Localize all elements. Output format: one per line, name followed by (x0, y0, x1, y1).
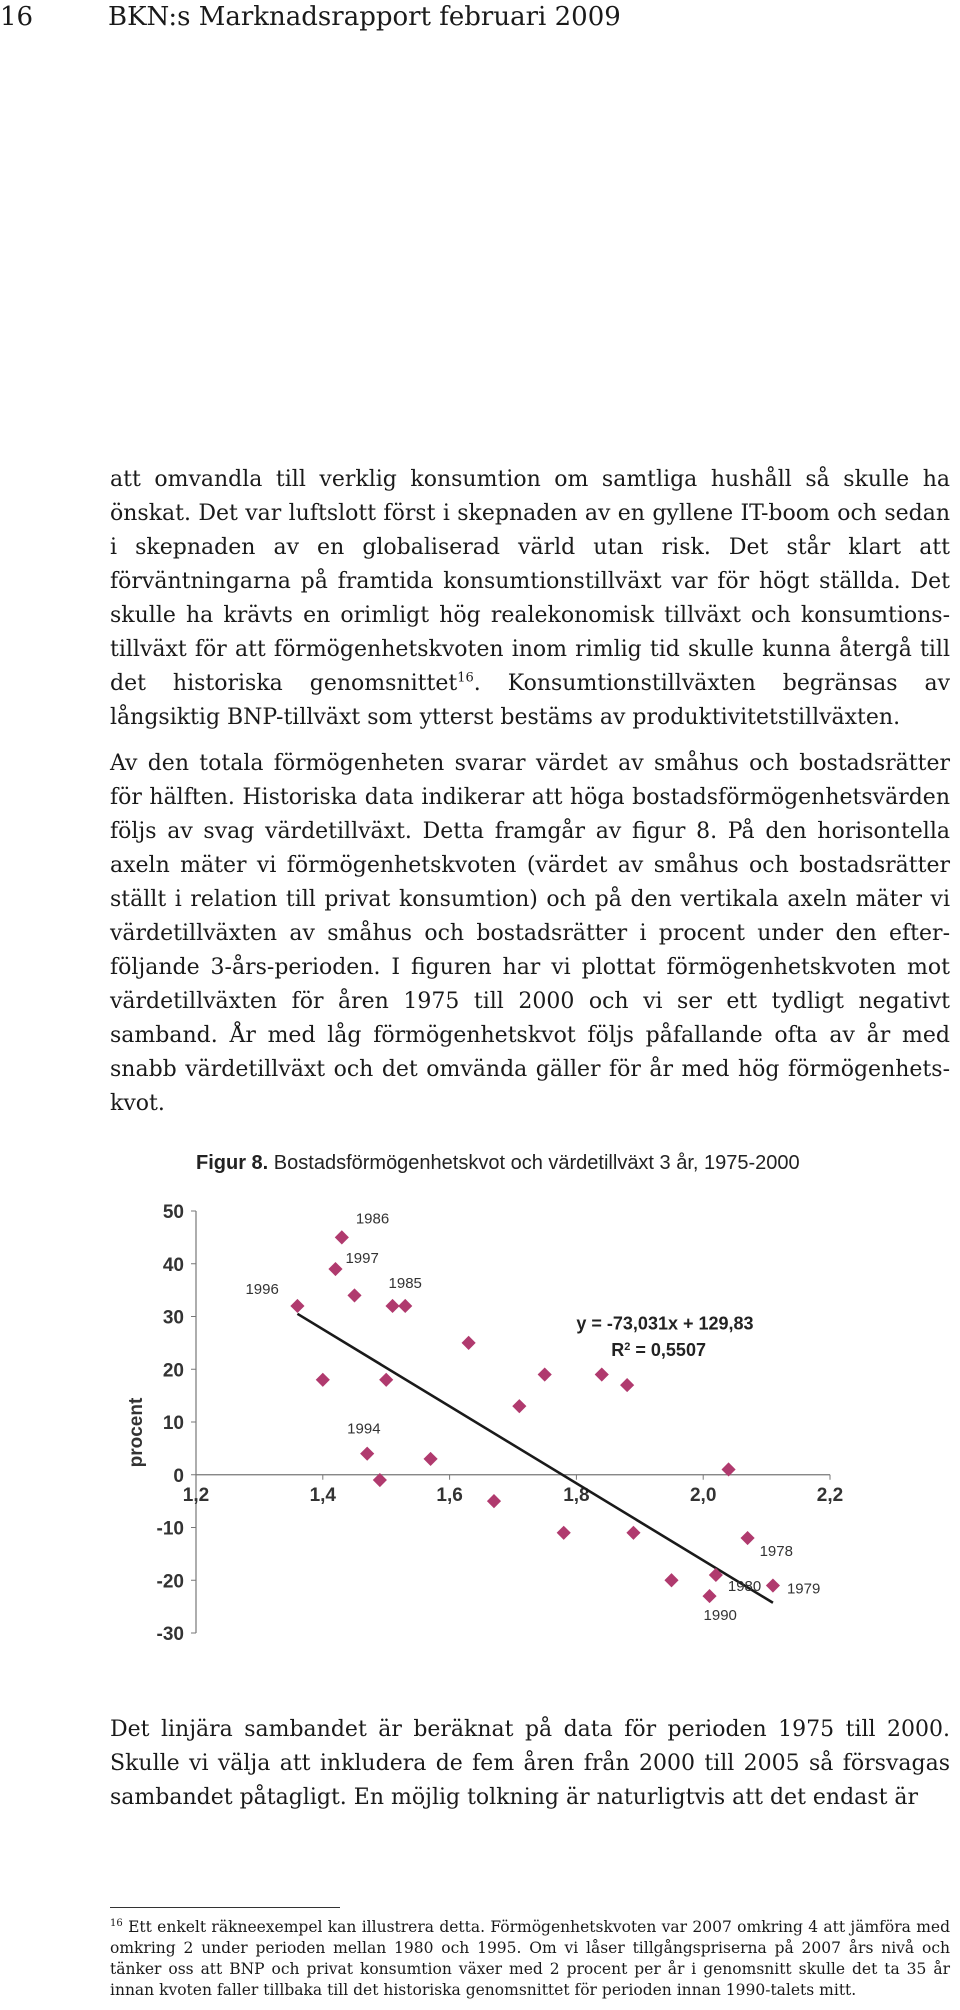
x-tick-label: 1,6 (436, 1484, 463, 1506)
data-point (741, 1531, 755, 1545)
data-point (766, 1578, 780, 1592)
data-point (335, 1230, 349, 1244)
data-point (328, 1262, 342, 1276)
data-point (398, 1299, 412, 1313)
data-point (620, 1378, 634, 1392)
x-tick-label: 1,4 (309, 1484, 337, 1506)
data-point (538, 1367, 552, 1381)
y-tick-label: 10 (162, 1413, 184, 1434)
y-tick-label: 30 (162, 1307, 184, 1329)
data-point (379, 1373, 393, 1387)
figure-title: Bostadsförmögenhetskvot och värdetillväxt 3 år, 1975-2000 (273, 1152, 800, 1174)
y-tick-label: 0 (173, 1465, 184, 1487)
running-title: BKN:s Marknadsrapport februari 2009 (108, 2, 621, 32)
data-point (557, 1526, 571, 1540)
data-point-label: 1978 (759, 1543, 793, 1561)
body-paragraph-2: Av den totala förmögenheten svarar värdet av småhus och bostadsrätter för hälften. Historiska data indikerar att höga bostadsförmögenhetsvärden följs av svag värdetillväxt. Detta framgår av figur 8. På den horisontella axeln mäter vi förmögenhetskvoten (värdet av småhus och bostadsrätter ställt i relation till privat konsumtion) och på den vertikala axeln mäter vi värdetillväxten av småhus och bostadsrätter i procent under den efterföljande 3-års-perioden. I figuren har vi plottat förmögenhetskvoten mot värdetillväxten för åren 1975 till 2000 och vi ser ett tydligt negativt samband. År med låg förmögenhetskvot följs påfallande ofta av år med snabb värdetillväxt och det omvända gäller för år med hög förmögenhetskvot. (110, 751, 950, 1116)
data-point (424, 1452, 438, 1466)
figure-label: Figur 8. (196, 1152, 269, 1174)
data-point-label: 1986 (355, 1210, 390, 1228)
data-point (360, 1447, 374, 1461)
page-header (0, 0, 960, 40)
data-point (487, 1494, 501, 1508)
paragraph-text: att omvandla till verklig konsumtion om samtliga hushåll så skulle ha önskat. Det var luftslott först i skepnaden av en gyllene IT-boom och sedan i skepnaden av en globaliserad värld utan risk. Det står klart att förväntningarna på framtida konsumtionstillväxt var för högt ställda. Det skulle ha krävts en orimligt hög realekonomisk tillväxt och konsumtionstillväxt för att förmögenhetskvoten inom rimlig tid skulle kunna återgå till det historiska genomsnittet (110, 467, 950, 696)
data-point (347, 1288, 361, 1302)
data-point (702, 1589, 716, 1603)
data-point (664, 1573, 678, 1587)
footnote-text: Ett enkelt räkneexempel kan illustrera detta. Förmögenhetskvoten var 2007 omkring 4 att jämföra med omkring 2 under perioden mellan 1980 och 1995. Om vi låser tillgångspriserna på 2007 års nivå och tänker oss att BNP och privat konsumtion växer med 2 procent per år i genomsnitt skulle det ta 35 år innan kvoten faller tillbaka till det historiska genomsnittet för perioden innan 1990-talets mitt. (110, 1918, 950, 1999)
footnote-divider (110, 1907, 340, 1908)
y-tick-label: -30 (156, 1624, 184, 1645)
data-point-label: 1980 (727, 1577, 762, 1595)
data-point (595, 1367, 609, 1381)
figure-caption (196, 1152, 800, 1175)
chart-svg (126, 1195, 870, 1655)
x-tick-label: 1,8 (563, 1484, 590, 1506)
footnote-reference[interactable]: 16 (457, 670, 474, 686)
footnote (110, 1917, 950, 2001)
footnote-number: 16 (110, 1917, 123, 1929)
data-point-label: 1996 (245, 1280, 279, 1298)
data-point-label: 1990 (703, 1607, 737, 1625)
data-point-label: 1979 (786, 1580, 821, 1598)
paragraph-text: . Konsumtionstillväxten begränsas av långsiktig BNP-tillväxt som ytterst bestäms av produktivitetstillväxten. (110, 671, 951, 730)
data-point (290, 1299, 304, 1313)
y-tick-label: -10 (156, 1518, 184, 1540)
x-tick-label: 2,2 (816, 1484, 844, 1506)
data-point (385, 1299, 399, 1313)
data-point-label: 1997 (345, 1250, 379, 1268)
y-axis-label: procent (126, 1397, 147, 1468)
x-tick-label: 2,0 (689, 1484, 717, 1506)
data-point-label: 1994 (347, 1420, 381, 1438)
data-point-label: 1985 (388, 1274, 422, 1292)
scatter-chart (126, 1195, 870, 1655)
data-point (316, 1373, 330, 1387)
page-number: 16 (0, 2, 34, 32)
y-tick-label: 50 (162, 1202, 184, 1223)
y-tick-label: 40 (162, 1254, 184, 1276)
trendline-equation: y = -73,031x + 129,83 (576, 1313, 754, 1334)
y-tick-label: 20 (162, 1360, 184, 1382)
data-point (626, 1526, 640, 1540)
body-paragraph-1 (110, 463, 950, 735)
body-paragraph-3: Det linjära sambandet är beräknat på data för perioden 1975 till 2000. Skulle vi välja att inkludera de fem åren från 2000 till 2005 så försvagas sambandet påtagligt. En möjlig tolkning är naturligtvis att det endast är (110, 1717, 950, 1810)
y-tick-label: -20 (156, 1571, 184, 1593)
data-point (462, 1336, 476, 1350)
trendline-r-squared: $R^2 = 0,5507$ (611, 1340, 706, 1361)
x-tick-label: 1,2 (182, 1484, 210, 1506)
data-point (512, 1399, 526, 1413)
